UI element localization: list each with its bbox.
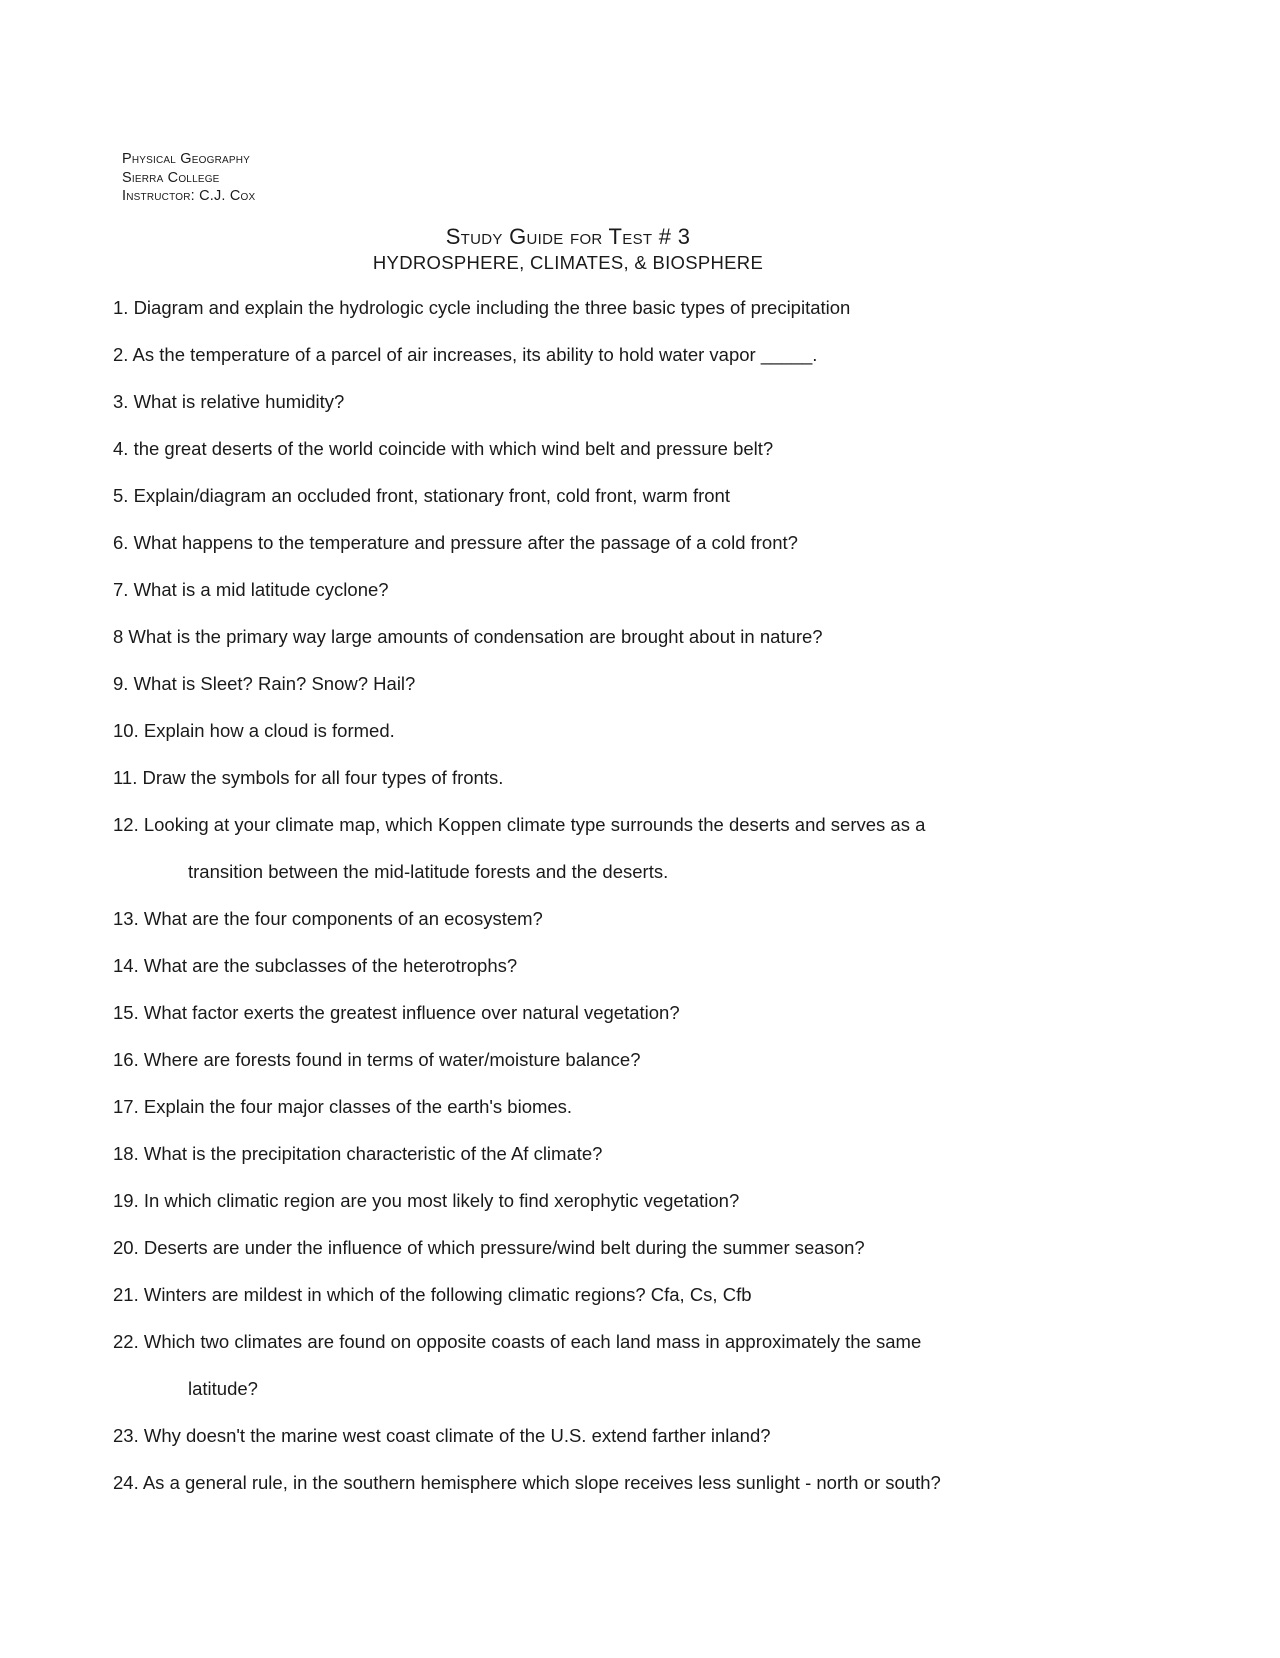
question-text: 15. What factor exerts the greatest influence over natural vegetation? [113, 1002, 680, 1023]
question-text: 16. Where are forests found in terms of water/moisture balance? [113, 1049, 641, 1070]
document-subtitle: HYDROSPHERE, CLIMATES, & BIOSPHERE [372, 252, 764, 273]
instructor-name: Instructor: C.J. Cox [122, 188, 256, 204]
question-text: 19. In which climatic region are you most likely to find xerophytic vegetation? [113, 1190, 740, 1211]
question-item [113, 1284, 1113, 1331]
question-item [113, 720, 1113, 767]
question-text: 6. What happens to the temperature and pressure after the passage of a cold front? [113, 532, 798, 553]
question-item [113, 1472, 1113, 1519]
document-title: Study Guide for Test # 3 [445, 224, 691, 249]
course-header [122, 150, 255, 206]
question-text: 20. Deserts are under the influence of which pressure/wind belt during the summer season? [113, 1237, 865, 1258]
question-text: 17. Explain the four major classes of the earth's biomes. [113, 1096, 573, 1117]
question-text: 23. Why doesn't the marine west coast climate of the U.S. extend farther inland? [113, 1425, 771, 1446]
question-text: 5. Explain/diagram an occluded front, stationary front, cold front, warm front [113, 485, 730, 506]
question-text: 14. What are the subclasses of the heterotrophs? [113, 955, 518, 976]
question-item [113, 1096, 1113, 1143]
question-text: 21. Winters are mildest in which of the following climatic regions? Cfa, Cs, Cfb [113, 1284, 752, 1305]
question-list [113, 297, 1113, 1519]
question-text: 13. What are the four components of an ecosystem? [113, 908, 543, 929]
question-text: 2. As the temperature of a parcel of air increases, its ability to hold water vapor _____. [113, 344, 818, 365]
question-text: 7. What is a mid latitude cyclone? [113, 579, 389, 600]
college-name: Sierra College [122, 169, 220, 186]
question-item [113, 955, 1113, 1002]
course-name: Physical Geography [122, 151, 251, 167]
question-item [113, 1425, 1113, 1472]
question-text: 22. Which two climates are found on opposite coasts of each land mass in approximately the same [113, 1331, 922, 1352]
question-item [113, 1049, 1113, 1096]
question-text: 9. What is Sleet? Rain? Snow? Hail? [113, 673, 416, 694]
question-item [113, 1002, 1113, 1049]
question-text: 10. Explain how a cloud is formed. [113, 720, 395, 741]
question-item [113, 1143, 1113, 1190]
question-item [113, 579, 1113, 626]
question-item [113, 391, 1113, 438]
question-item [113, 767, 1113, 814]
question-text: 18. What is the precipitation characteristic of the Af climate? [113, 1143, 603, 1164]
question-text: 8 What is the primary way large amounts of condensation are brought about in nature? [113, 626, 823, 647]
question-item [113, 1237, 1113, 1284]
question-item [113, 344, 1113, 391]
question-text: 11. Draw the symbols for all four types of fronts. [113, 767, 504, 788]
question-item [113, 673, 1113, 720]
question-item [113, 1331, 1113, 1425]
question-item [113, 297, 1113, 344]
question-continuation: latitude? [188, 1378, 258, 1399]
question-text: 24. As a general rule, in the southern hemisphere which slope receives less sunlight - north or south? [113, 1472, 941, 1493]
question-item [113, 814, 1113, 908]
question-text: 12. Looking at your climate map, which Koppen climate type surrounds the deserts and serves as a [113, 814, 926, 835]
question-text: 3. What is relative humidity? [113, 391, 345, 412]
question-item [113, 626, 1113, 673]
question-text: 4. the great deserts of the world coincide with which wind belt and pressure belt? [113, 438, 774, 459]
question-item [113, 532, 1113, 579]
question-item [113, 1190, 1113, 1237]
question-text: 1. Diagram and explain the hydrologic cycle including the three basic types of precipitation [113, 297, 851, 318]
question-item [113, 438, 1113, 485]
question-continuation: transition between the mid-latitude forests and the deserts. [188, 861, 669, 882]
question-item [113, 908, 1113, 955]
question-item [113, 485, 1113, 532]
